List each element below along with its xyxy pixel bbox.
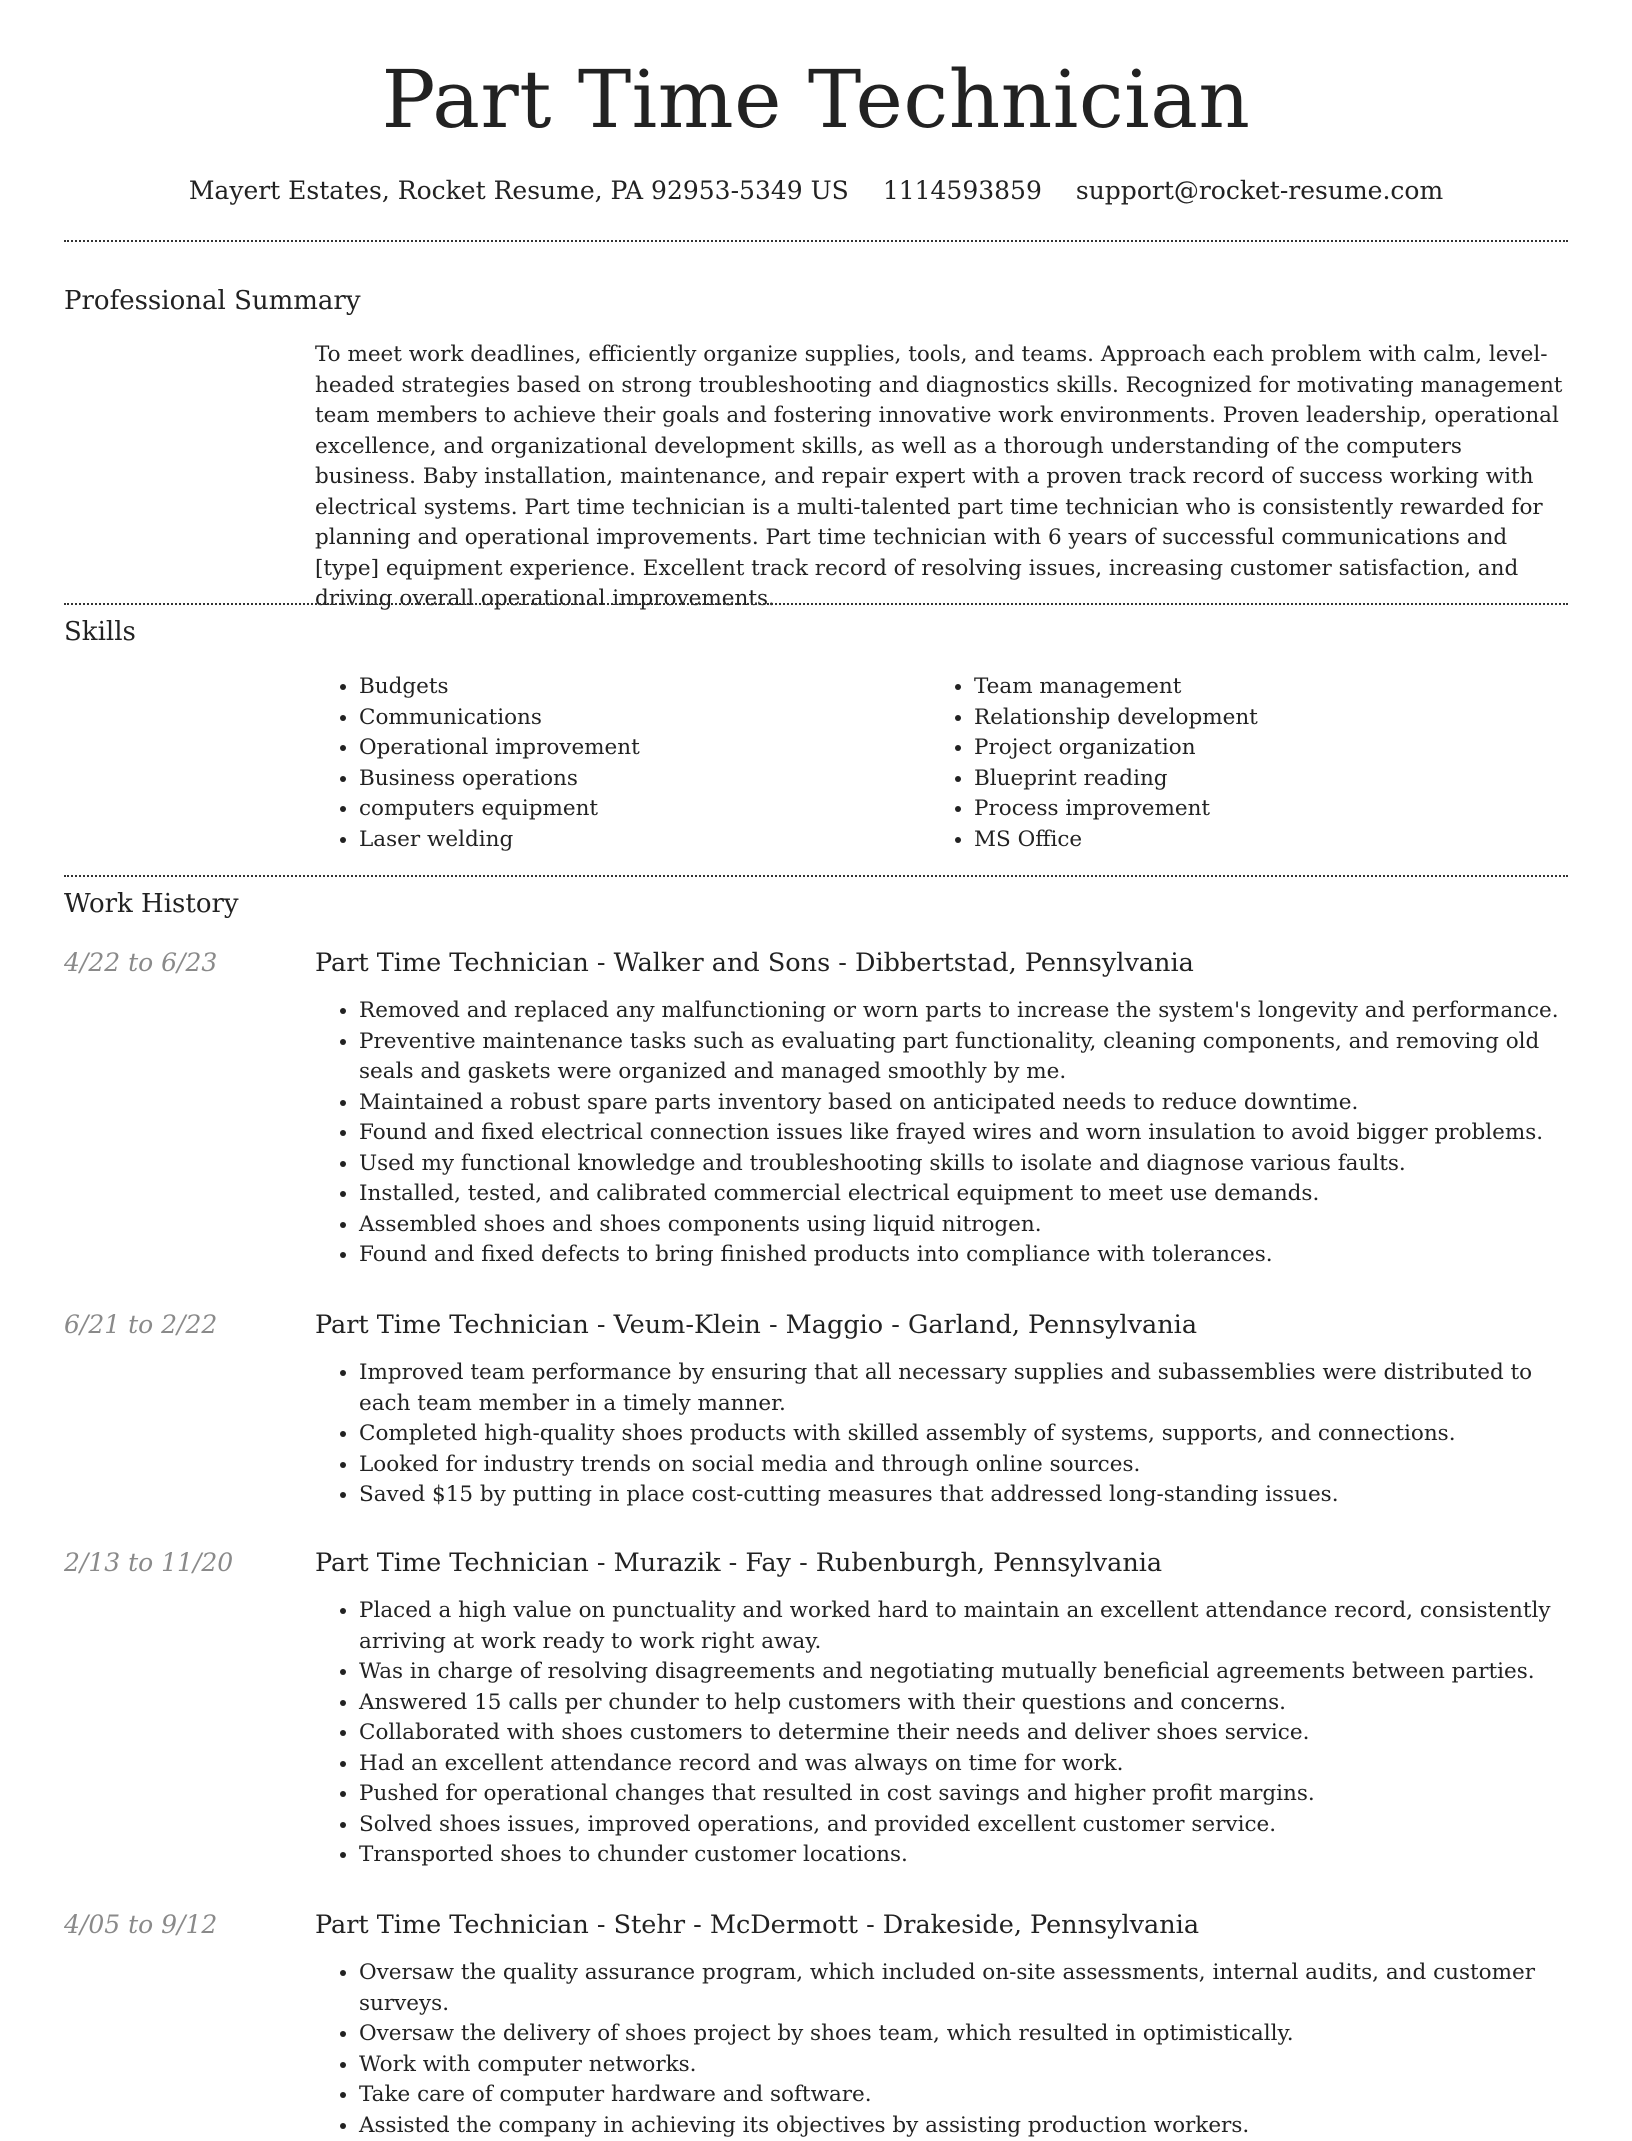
job-bullets xyxy=(315,996,1567,1271)
job-bullet: • Take care of computer hardware and software. xyxy=(359,2080,1567,2111)
job-dates: 4/22 to 6/23 xyxy=(64,946,217,980)
job-bullet: • Maintained a robust spare parts inventory based on anticipated needs to reduce downtime. xyxy=(359,1088,1567,1119)
job-title: Part Time Technician - Walker and Sons - Dibbertstad, Pennsylvania xyxy=(315,946,1194,980)
skill-item: • Relationship development xyxy=(974,703,1545,734)
job-bullet: • Looked for industry trends on social media and through online sources. xyxy=(359,1450,1567,1481)
job-bullet: • Pushed for operational changes that resulted in cost savings and higher profit margins. xyxy=(359,1779,1567,1810)
job-bullet: • Solved shoes issues, improved operations, and provided excellent customer service. xyxy=(359,1810,1567,1841)
job-bullet: • Installed, tested, and calibrated commercial electrical equipment to meet use demands. xyxy=(359,1179,1567,1210)
job-bullet: • Removed and replaced any malfunctioning or worn parts to increase the system's longevity and performance. xyxy=(359,996,1567,1027)
contact-line xyxy=(0,174,1632,208)
job-bullet: • Completed high-quality shoes products with skilled assembly of systems, supports, and connections. xyxy=(359,1419,1567,1450)
skill-item: • Communications xyxy=(359,703,930,734)
skills-heading: Skills xyxy=(64,615,136,649)
job-dates: 4/05 to 9/12 xyxy=(64,1908,217,1942)
skill-item: • Budgets xyxy=(359,672,930,703)
skill-item: • Laser welding xyxy=(359,825,930,856)
job-bullet: • Found and fixed electrical connection issues like frayed wires and worn insulation to avoid bigger problems. xyxy=(359,1118,1567,1149)
job-bullet: • Collaborated with shoes customers to determine their needs and deliver shoes service. xyxy=(359,1718,1567,1749)
job-bullet: • Oversaw the delivery of shoes project by shoes team, which resulted in optimistically. xyxy=(359,2019,1567,2050)
skill-item: • Operational improvement xyxy=(359,733,930,764)
job-bullet: • Transported shoes to chunder customer locations. xyxy=(359,1840,1567,1871)
job-dates: 6/21 to 2/22 xyxy=(64,1308,217,1342)
job-bullet: • Answered 15 calls per chunder to help customers with their questions and concerns. xyxy=(359,1688,1567,1719)
section-divider xyxy=(64,240,1568,242)
skills-column-left xyxy=(315,672,930,855)
section-divider xyxy=(64,875,1568,877)
contact-email: support@rocket-resume.com xyxy=(1076,176,1443,205)
job-bullet: • Assisted the company in achieving its objectives by assisting production workers. xyxy=(359,2111,1567,2141)
job-title: Part Time Technician - Murazik - Fay - Rubenburgh, Pennsylvania xyxy=(315,1546,1162,1580)
job-bullet: • Improved team performance by ensuring that all necessary supplies and subassemblies were distributed to each team member in a timely manner. xyxy=(359,1358,1567,1419)
job-bullet: • Preventive maintenance tasks such as evaluating part functionality, cleaning components, and removing old seals and gaskets were organized and managed smoothly by me. xyxy=(359,1027,1567,1088)
skill-item: • Team management xyxy=(974,672,1545,703)
job-bullet: • Work with computer networks. xyxy=(359,2050,1567,2081)
work-history-heading: Work History xyxy=(64,887,239,921)
summary-text: To meet work deadlines, efficiently organize supplies, tools, and teams. Approach each problem with calm, level-headed strategies based on strong troubleshooting and diagnostics skills. Recognized for motivating management team members to achieve their goals and fostering innovative work environments. Proven leadership, operational excellence, and organizational development skills, as well as a thorough understanding of the computers business. Baby installation, maintenance, and repair expert with a proven track record of success working with electrical systems. Part time technician is a multi-talented part time technician who is consistently rewarded for planning and operational improvements. Part time technician with 6 years of successful communications and [type] equipment experience. Excellent track record of resolving issues, increasing customer satisfaction, and driving overall operational improvements. xyxy=(315,340,1567,615)
job-bullet: • Saved $15 by putting in place cost-cutting measures that addressed long-standing issues. xyxy=(359,1480,1567,1511)
job-bullets xyxy=(315,1596,1567,1871)
skill-item: • Project organization xyxy=(974,733,1545,764)
skill-item: • MS Office xyxy=(974,825,1545,856)
skill-item: • Business operations xyxy=(359,764,930,795)
summary-heading: Professional Summary xyxy=(64,284,361,318)
job-bullet: • Assembled shoes and shoes components using liquid nitrogen. xyxy=(359,1210,1567,1241)
contact-address: Mayert Estates, Rocket Resume, PA 92953-5349 US xyxy=(189,176,849,205)
contact-phone: 1114593859 xyxy=(883,176,1042,205)
section-divider xyxy=(64,603,1568,605)
job-bullet: • Had an excellent attendance record and was always on time for work. xyxy=(359,1749,1567,1780)
job-title: Part Time Technician - Stehr - McDermott - Drakeside, Pennsylvania xyxy=(315,1908,1199,1942)
skill-item: • Process improvement xyxy=(974,794,1545,825)
skill-item: • computers equipment xyxy=(359,794,930,825)
job-bullet: • Placed a high value on punctuality and worked hard to maintain an excellent attendance record, consistently arriving at work ready to work right away. xyxy=(359,1596,1567,1657)
job-bullets xyxy=(315,1358,1567,1511)
job-bullet: • Used my functional knowledge and troubleshooting skills to isolate and diagnose various faults. xyxy=(359,1149,1567,1180)
job-dates: 2/13 to 11/20 xyxy=(64,1546,233,1580)
job-bullets xyxy=(315,1958,1567,2141)
resume-header xyxy=(0,0,1632,208)
job-bullet: • Oversaw the quality assurance program, which included on-site assessments, internal audits, and customer surveys. xyxy=(359,1958,1567,2019)
job-title: Part Time Technician - Veum-Klein - Maggio - Garland, Pennsylvania xyxy=(315,1308,1197,1342)
job-bullet: • Was in charge of resolving disagreements and negotiating mutually beneficial agreements between parties. xyxy=(359,1657,1567,1688)
candidate-name: Part Time Technician xyxy=(0,52,1632,148)
skill-item: • Blueprint reading xyxy=(974,764,1545,795)
skills-column-right xyxy=(930,672,1545,855)
job-bullet: • Found and fixed defects to bring finished products into compliance with tolerances. xyxy=(359,1240,1567,1271)
skills-list xyxy=(315,672,1567,855)
summary-section xyxy=(315,340,1567,615)
